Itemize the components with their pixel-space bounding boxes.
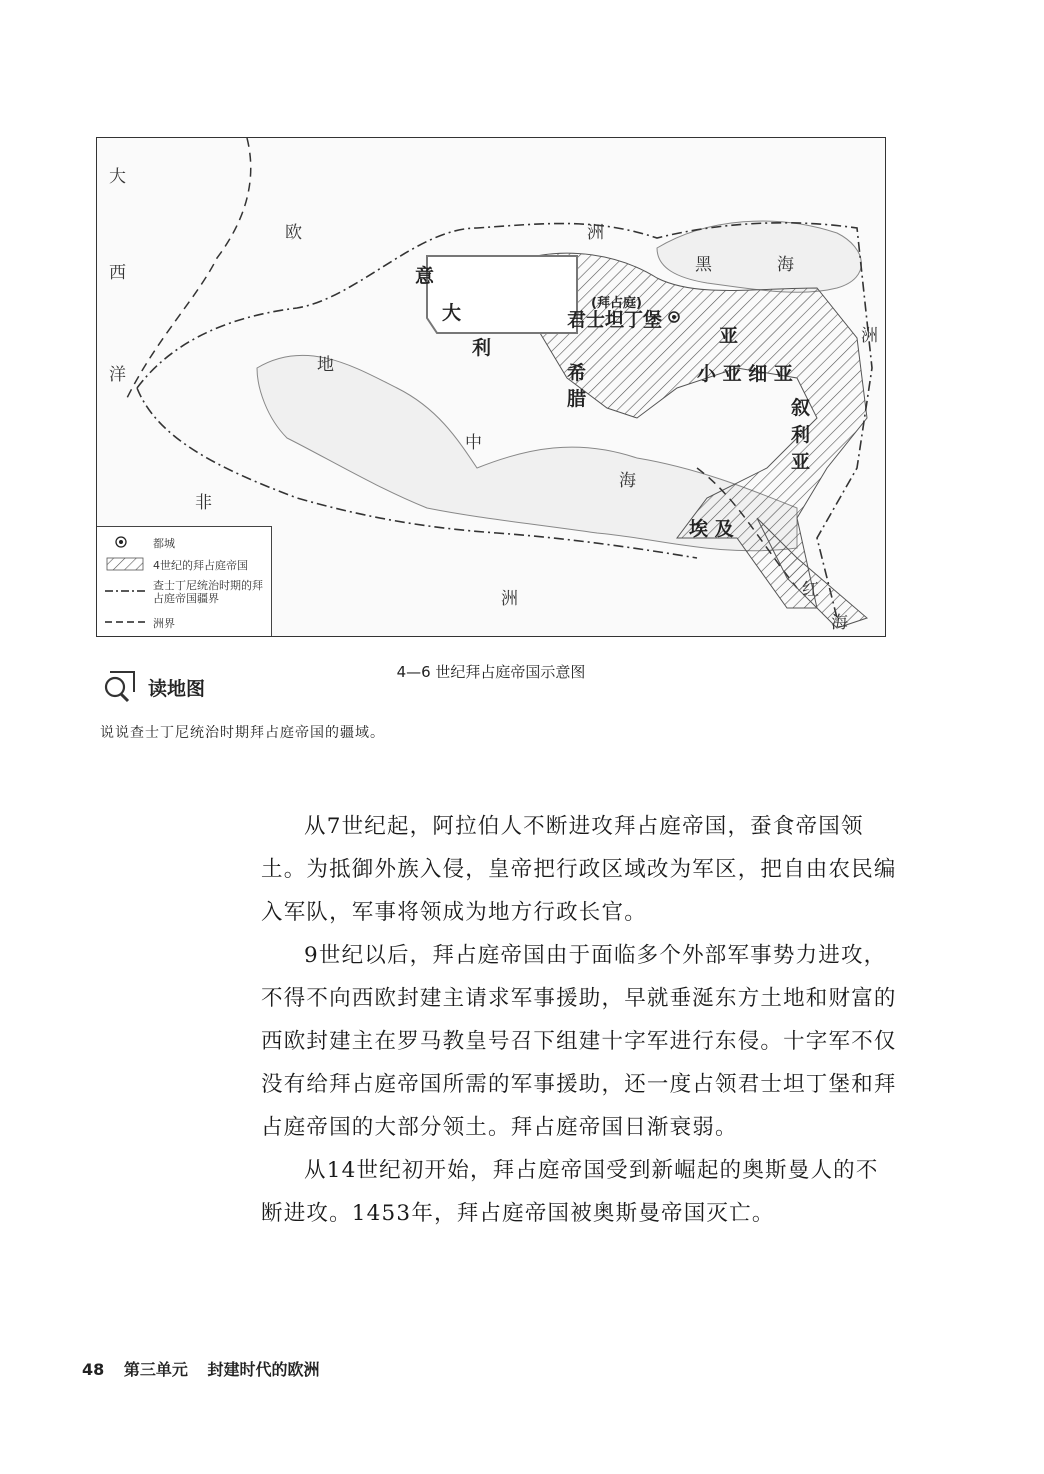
- legend-continent-label: 洲界: [153, 617, 175, 630]
- legend-capital-label: 都城: [153, 537, 175, 550]
- legend-4th-century-label: 4世纪的拜占庭帝国: [153, 559, 248, 572]
- label-med-1: 地: [317, 355, 334, 375]
- label-asia-minor: 小 亚 细 亚: [697, 363, 793, 385]
- legend-justinian: [103, 579, 265, 605]
- unit-label: 第三单元: [123, 1360, 188, 1379]
- label-syria-3: 亚: [791, 451, 811, 473]
- label-atlantic-1: 大: [109, 167, 126, 187]
- read-map-question: 说说查士丁尼统治时期拜占庭帝国的疆域。: [100, 725, 385, 741]
- label-black-sea-1: 黑: [695, 255, 712, 275]
- label-red-sea-2: 海: [831, 613, 848, 633]
- read-map-section: [102, 670, 205, 704]
- legend-justinian-label: 查士丁尼统治时期的拜占庭帝国疆界: [153, 579, 263, 605]
- map-caption: 4—6 世纪拜占庭帝国示意图: [396, 663, 586, 681]
- label-italy-2: 大: [442, 302, 462, 324]
- label-asia-1: 亚: [719, 325, 739, 347]
- label-capital: 君士坦丁堡: [567, 309, 663, 331]
- label-europe-1: 欧: [285, 223, 302, 243]
- label-italy-1: 意: [415, 265, 435, 287]
- map-legend: [97, 526, 272, 636]
- paragraph-2: 9世纪以后，拜占庭帝国由于面临多个外部军事势力进攻，不得不向西欧封建主请求军事援助，早就垂涎东方土地和财富的西欧封建主在罗马教皇号召下组建十字军进行东侵。十字军不仅没有给拜占庭帝国所需的军事援助，还一度占领君士坦丁堡和拜占庭帝国的大部分领土。拜占庭帝国日渐衰弱。: [261, 943, 897, 1140]
- label-atlantic-3: 洋: [109, 365, 126, 385]
- body-text: [261, 805, 901, 1235]
- label-asia-2: 洲: [861, 326, 878, 346]
- magnifier-icon: [102, 670, 138, 704]
- label-atlantic-2: 西: [109, 263, 126, 283]
- label-europe-2: 洲: [587, 223, 604, 243]
- unit-title: 封建时代的欧洲: [207, 1360, 320, 1379]
- read-map-title: 读地图: [148, 677, 206, 700]
- legend-continent: [103, 615, 175, 631]
- label-black-sea-2: 海: [777, 255, 794, 275]
- label-med-2: 中: [465, 433, 482, 453]
- label-capital-note: (拜占庭): [591, 296, 642, 311]
- label-med-3: 海: [619, 471, 636, 491]
- page-number: 48: [82, 1360, 105, 1379]
- label-africa-1: 非: [195, 493, 212, 513]
- label-africa-2: 洲: [501, 589, 518, 609]
- label-italy-3: 利: [472, 337, 492, 359]
- label-syria-2: 利: [791, 424, 811, 446]
- legend-capital: [103, 535, 175, 551]
- label-egypt: 埃 及: [689, 518, 734, 540]
- label-greece-1: 希: [567, 362, 587, 384]
- paragraph-1: 从7世纪起，阿拉伯人不断进攻拜占庭帝国，蚕食帝国领土。为抵御外族入侵，皇帝把行政区域改为军区，把自由农民编入军队，军事将领成为地方行政长官。: [261, 814, 897, 925]
- label-syria-1: 叙: [791, 397, 811, 419]
- byzantine-map: [96, 137, 886, 637]
- label-red-sea-1: 红: [802, 580, 819, 600]
- page-footer: [82, 1357, 333, 1380]
- label-greece-2: 腊: [567, 388, 587, 410]
- paragraph-3: 从14世纪初开始，拜占庭帝国受到新崛起的奥斯曼人的不断进攻。1453年，拜占庭帝国被奥斯曼帝国灭亡。: [261, 1158, 879, 1226]
- legend-4th-century: [103, 557, 248, 573]
